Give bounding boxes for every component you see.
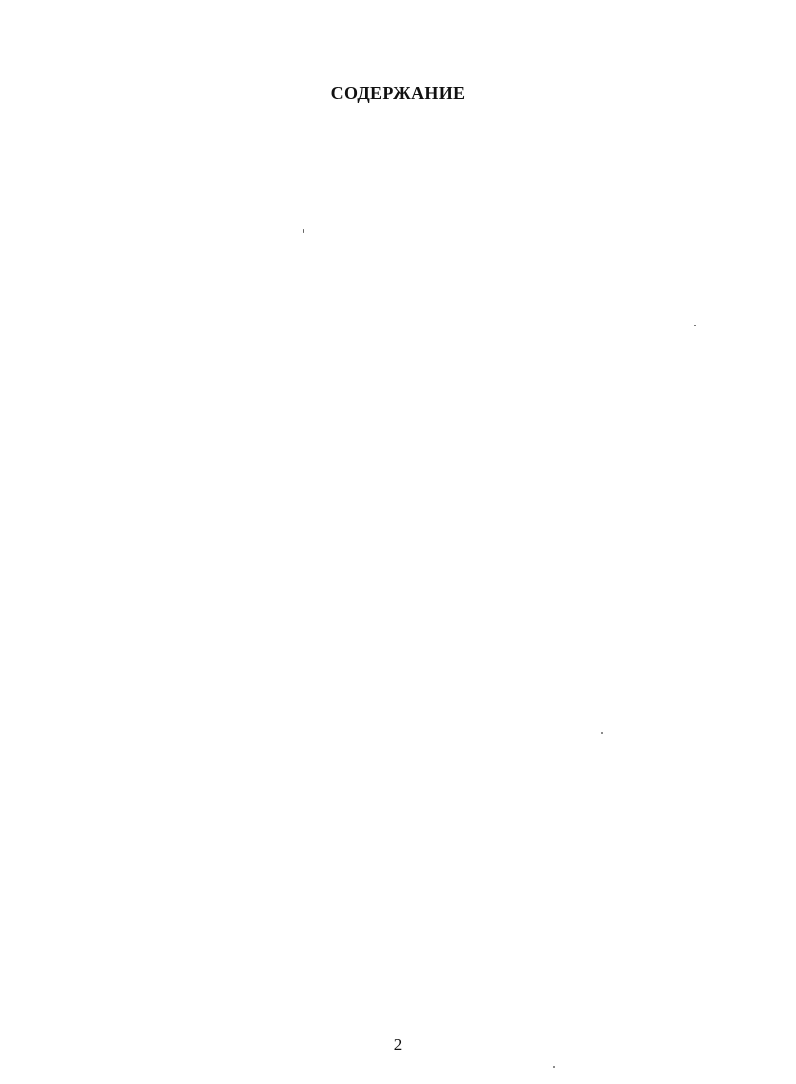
scan-speck	[303, 229, 304, 233]
page-number: 2	[393, 1035, 403, 1054]
scan-speck	[601, 732, 603, 734]
page-title: СОДЕРЖАНИЕ	[330, 83, 466, 103]
scan-speck	[553, 1066, 555, 1068]
scan-speck	[694, 325, 696, 326]
